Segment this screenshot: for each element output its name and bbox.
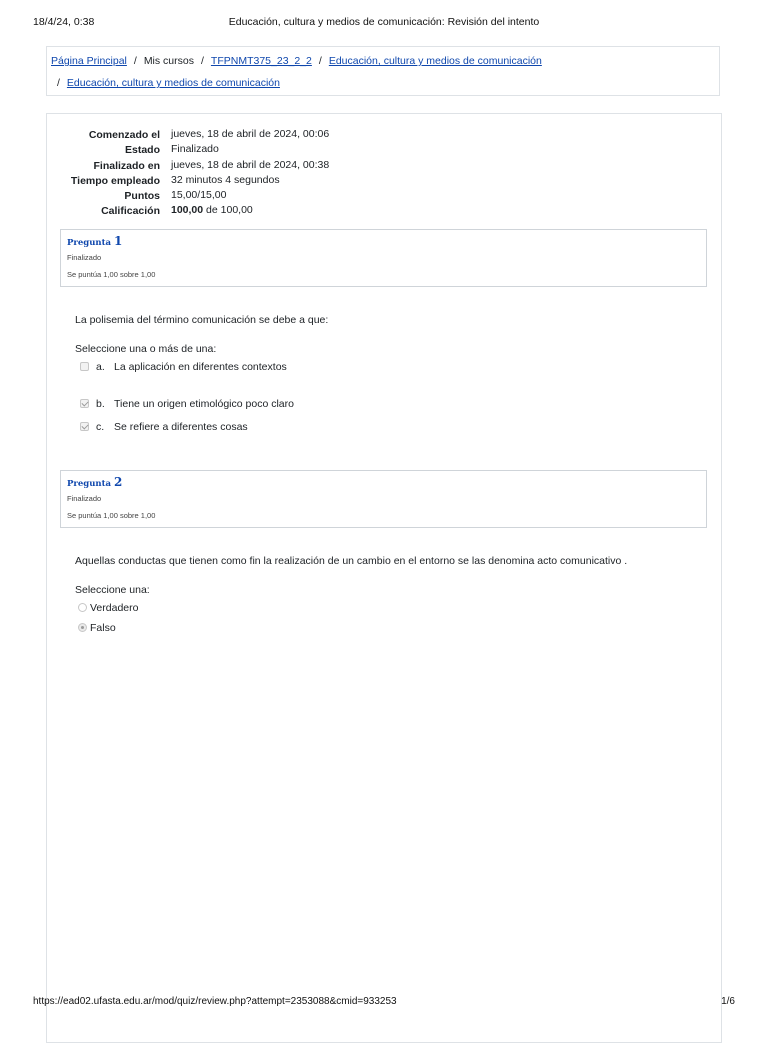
option-text: Se refiere a diferentes cosas: [114, 421, 248, 433]
summary-value: jueves, 18 de abril de 2024, 00:06: [171, 128, 330, 140]
option-letter: c.: [96, 421, 105, 433]
breadcrumb-separator: /: [318, 55, 322, 67]
answer-prompt: Seleccione una:: [75, 584, 150, 596]
question-label: Pregunta: [67, 238, 112, 248]
summary-value: Finalizado: [171, 143, 219, 156]
print-header: [33, 16, 735, 30]
question-number: [67, 475, 122, 489]
option-letter: a.: [96, 361, 105, 373]
summary-value: [171, 204, 253, 216]
print-url: https://ead02.ufasta.edu.ar/mod/quiz/review.php?attempt=2353088&cmid=933253: [33, 996, 397, 1007]
summary-label: Puntos: [124, 190, 160, 203]
breadcrumb-activity-link[interactable]: Educación, cultura y medios de comunicación: [66, 77, 280, 89]
summary-label: Tiempo empleado: [70, 174, 160, 187]
summary-label: Finalizado en: [93, 159, 160, 172]
question-number-value: 2: [113, 475, 123, 489]
question-state: Finalizado: [67, 494, 102, 503]
radio-button[interactable]: [78, 603, 87, 612]
grade-value: 100,00: [171, 204, 204, 217]
print-date: 18/4/24, 0:38: [33, 16, 95, 28]
question-text: La polisemia del término comunicación se debe a que:: [75, 314, 329, 326]
question-number: [67, 234, 122, 248]
summary-label: Estado: [124, 144, 160, 157]
print-footer: [33, 996, 735, 1010]
page-number: 1/6: [721, 996, 735, 1007]
print-title: Educación, cultura y medios de comunicación: Revisión del intento: [228, 16, 540, 28]
breadcrumb-separator: /: [133, 55, 137, 67]
summary-label: Comenzado el: [88, 129, 160, 141]
question-label: Pregunta: [67, 479, 112, 489]
breadcrumb-separator: /: [201, 55, 204, 67]
summary-value: 15,00/15,00: [171, 189, 227, 202]
checkbox[interactable]: [80, 399, 89, 408]
breadcrumb-home-link[interactable]: Página Principal: [51, 55, 127, 67]
option-text: Verdadero: [90, 602, 139, 614]
breadcrumb-separator: /: [57, 77, 60, 89]
summary-value: 32 minutos 4 segundos: [171, 173, 280, 186]
radio-button[interactable]: [78, 623, 87, 632]
answer-prompt: Seleccione una o más de una:: [75, 343, 217, 355]
option-text: Falso: [90, 622, 116, 634]
option-text: La aplicación en diferentes contextos: [114, 361, 287, 373]
breadcrumb: [46, 46, 720, 96]
question-grade: Se puntúa 1,00 sobre 1,00: [67, 270, 156, 279]
breadcrumb-my-courses: Mis cursos: [143, 55, 194, 67]
question-info-2: [60, 470, 707, 528]
question-info-1: [60, 229, 707, 287]
checkbox[interactable]: [80, 422, 89, 431]
question-state: Finalizado: [67, 253, 102, 262]
summary-value: jueves, 18 de abril de 2024, 00:38: [171, 158, 330, 171]
breadcrumb-course-name-link[interactable]: Educación, cultura y medios de comunicación: [328, 55, 542, 67]
checkbox[interactable]: [80, 362, 89, 371]
question-text: Aquellas conductas que tienen como fin la realización de un cambio en el entorno se las denomina acto comunicativo .: [75, 555, 628, 567]
breadcrumb-course-code-link[interactable]: TFPNMT375_23_2_2: [210, 55, 312, 67]
grade-max: de 100,00: [203, 204, 253, 217]
summary-label: Calificación: [101, 205, 160, 218]
question-number-value: 1: [113, 234, 123, 248]
question-grade: Se puntúa 1,00 sobre 1,00: [67, 511, 156, 520]
option-text: Tiene un origen etimológico poco claro: [114, 398, 294, 410]
option-letter: b.: [96, 398, 105, 410]
